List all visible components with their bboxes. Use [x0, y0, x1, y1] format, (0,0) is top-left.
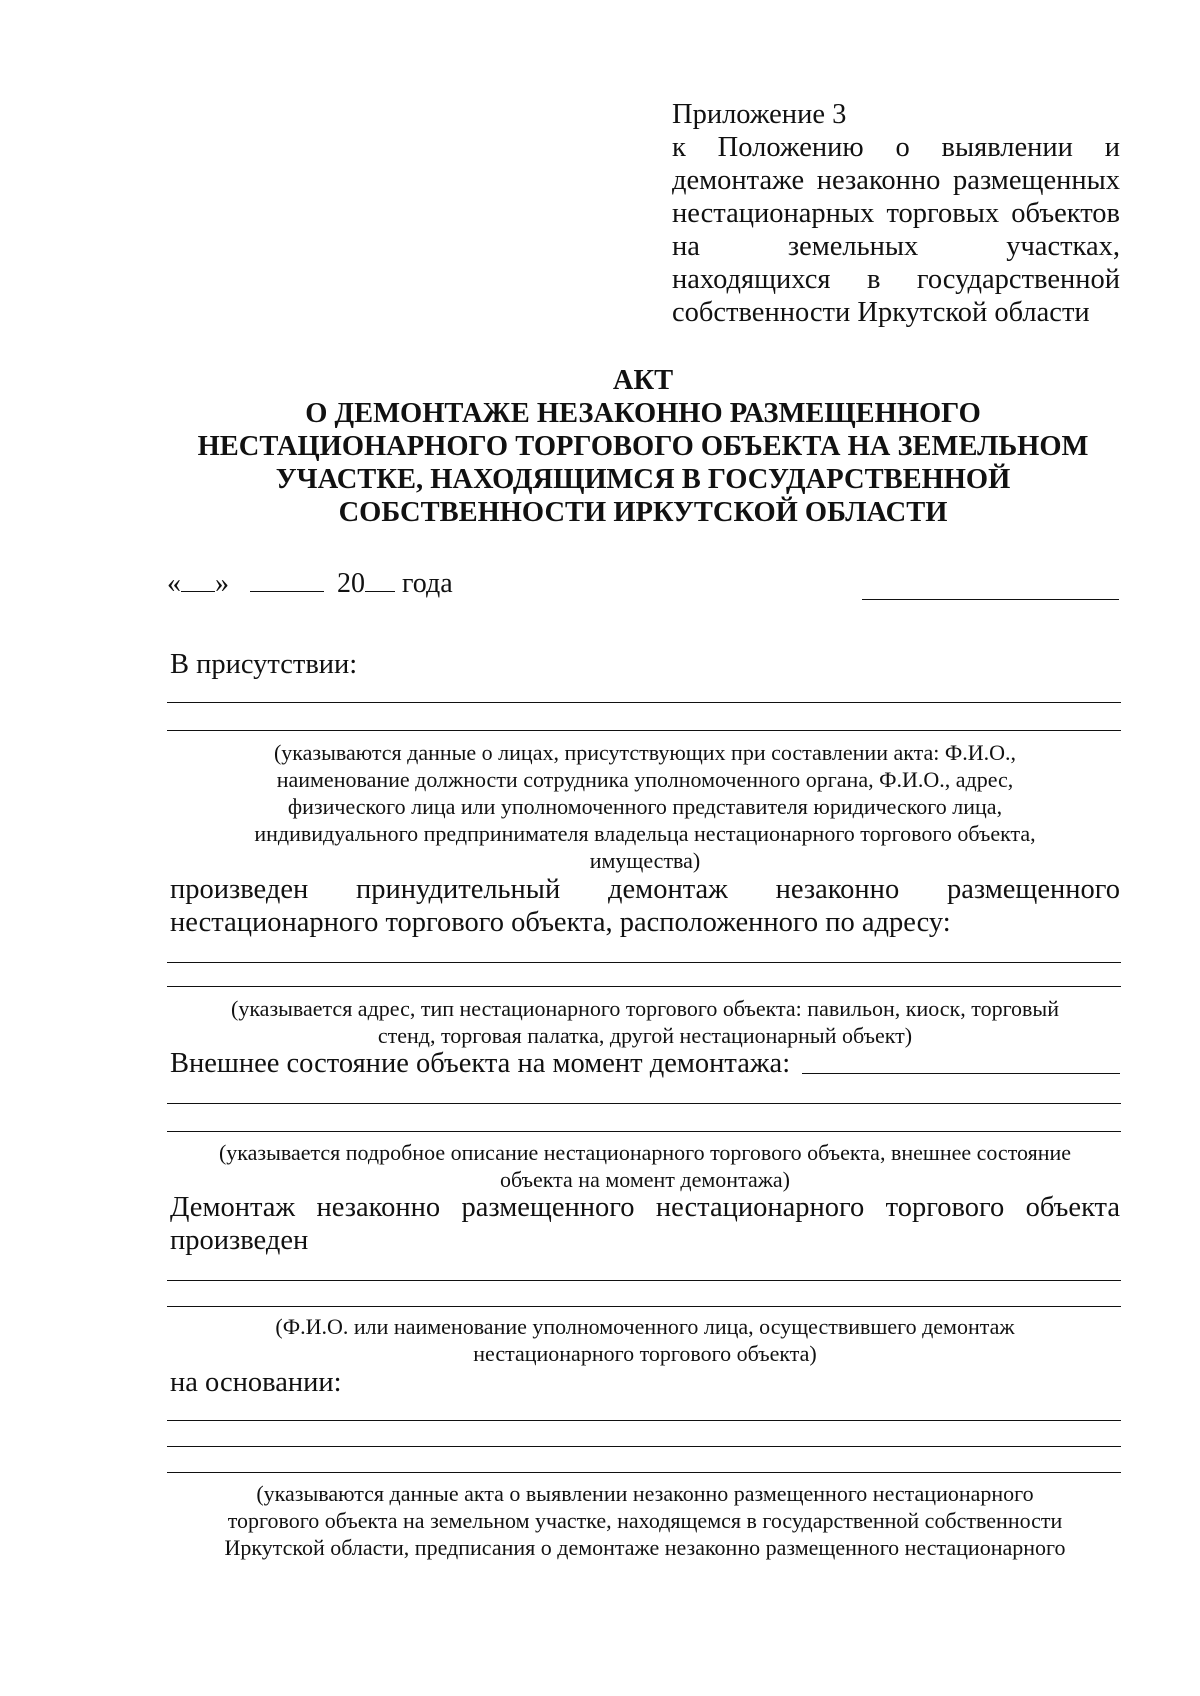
fill-line[interactable]	[167, 702, 1121, 703]
fill-line[interactable]	[167, 1103, 1121, 1104]
fill-line[interactable]	[167, 1472, 1121, 1473]
demolition-text-line1: произведен принудительный демонтаж незаконно размещенного	[170, 874, 1120, 905]
appendix-line: к Положению о выявлении и	[672, 132, 1120, 163]
month-blank[interactable]	[250, 569, 324, 592]
fill-line[interactable]	[167, 986, 1121, 987]
fill-line[interactable]	[167, 1306, 1121, 1307]
title-line: СОБСТВЕННОСТИ ИРКУТСКОЙ ОБЛАСТИ	[338, 497, 948, 528]
title-line: НЕСТАЦИОНАРНОГО ТОРГОВОГО ОБЪЕКТА НА ЗЕМЕЛЬНОМ	[197, 431, 1089, 462]
performed-text-line2: произведен	[170, 1225, 309, 1256]
place-blank[interactable]	[862, 599, 1119, 600]
state-label: Внешнее состояние объекта на момент демонтажа:	[170, 1048, 791, 1079]
appendix-line: собственности Иркутской области	[672, 297, 1090, 328]
fill-line[interactable]	[167, 1420, 1121, 1421]
performed-text-line1: Демонтаж незаконно размещенного нестационарного торгового объекта	[170, 1192, 1120, 1223]
year-blank[interactable]	[365, 569, 395, 592]
fill-line[interactable]	[167, 730, 1121, 731]
title-line: АКТ	[612, 365, 674, 396]
presence-caption: (указываются данные о лицах, присутствующих при составлении акта: Ф.И.О., наименование должности сотрудника уполномоченного органа, Ф.И.О., адрес, физического лица или уполномоченного представителя юридического лица, индивидуального предпринимателя владельца нестационарного торгового объекта, имущества)	[254, 740, 1036, 873]
title-line: УЧАСТКЕ, НАХОДЯЩИМСЯ В ГОСУДАРСТВЕННОЙ	[275, 464, 1011, 495]
fill-line[interactable]	[802, 1073, 1120, 1074]
basis-caption: (указываются данные акта о выявлении незаконно размещенного нестационарного торгового объекта на земельном участке, находящемся в государственной собственности Иркутской области, предписания о демонтаже незаконно размещенного нестационарного	[224, 1481, 1066, 1560]
performer-caption: (Ф.И.О. или наименование уполномоченного лица, осуществившего демонтаж нестационарного торгового объекта)	[275, 1314, 1015, 1366]
fill-line[interactable]	[167, 962, 1121, 963]
year-prefix: 20	[337, 568, 365, 599]
date-open-quote: «	[167, 568, 181, 599]
appendix-line: находящихся в государственной	[672, 264, 1120, 295]
appendix-line: Приложение 3	[672, 99, 847, 130]
date-close-quote: »	[215, 568, 229, 599]
state-caption: (указывается подробное описание нестационарного торгового объекта, внешнее состояние объекта на момент демонтажа)	[218, 1140, 1072, 1192]
fill-line[interactable]	[167, 1131, 1121, 1132]
document-title	[150, 364, 1136, 529]
appendix-line: на земельных участках,	[672, 231, 1120, 262]
day-blank[interactable]	[181, 569, 215, 592]
presence-label: В присутствии:	[170, 649, 358, 680]
year-word: года	[402, 568, 453, 599]
address-caption: (указывается адрес, тип нестационарного торгового объекта: павильон, киоск, торговый стенд, торговая палатка, другой нестационарный объект)	[231, 996, 1059, 1048]
title-line: О ДЕМОНТАЖЕ НЕЗАКОННО РАЗМЕЩЕННОГО	[305, 398, 981, 429]
date-row	[167, 568, 453, 600]
fill-line[interactable]	[167, 1280, 1121, 1281]
appendix-line: демонтаже незаконно размещенных	[672, 165, 1120, 196]
appendix-block	[672, 98, 1120, 329]
demolition-text-line2: нестационарного торгового объекта, расположенного по адресу:	[170, 907, 951, 938]
fill-line[interactable]	[167, 1446, 1121, 1447]
appendix-line: нестационарных торговых объектов	[672, 198, 1120, 229]
basis-label: на основании:	[170, 1367, 342, 1398]
